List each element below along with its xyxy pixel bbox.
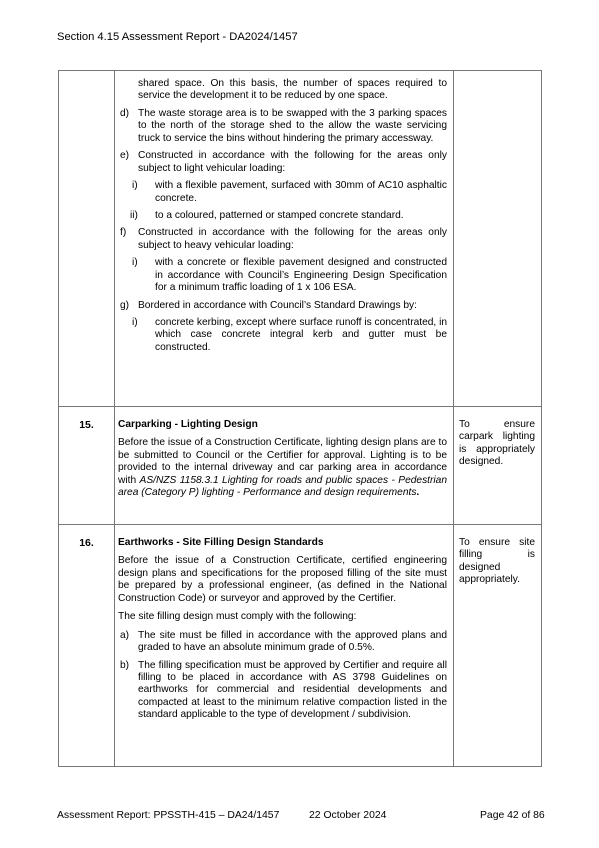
condition-body: Before the issue of a Construction Certificate, lighting design plans are to be submitted to Council or the Certifier for approval. Lighting is to be provided to the internal driveway and car parking area in accordance with AS/NZS 1158.3.1 Lighting for roads and public spaces - Pedestrian area (Category P) lighting - Performance and design requirements. <box>118 437 448 499</box>
condition-title: Earthworks - Site Filling Design Standards <box>118 537 324 548</box>
sub-list-item: ii) to a coloured, patterned or stamped concrete standard. <box>130 209 404 221</box>
condition-cell <box>115 407 454 525</box>
row-number: 16. <box>59 525 115 767</box>
reason-text: To ensure carpark lighting is appropriately designed. <box>454 407 542 525</box>
condition-title: Carparking - Lighting Design <box>118 419 258 430</box>
condition-body: Before the issue of a Construction Certificate, certified engineering design plans and specifications for the proposed filling of the site must be prepared by a professional engineer, (as defined in the National Construction Code) or surveyor and approved by the Certifier. <box>118 555 447 604</box>
table-row-continued <box>59 71 542 407</box>
table-row-16 <box>59 525 542 767</box>
condition-cell <box>115 525 454 767</box>
list-item: d) The waste storage area is to be swapped with the 3 parking spaces to the north of the storage shed to the allow the waste servicing truck to service the bins without hindering the primary accessway. <box>120 107 447 144</box>
row-number: 15. <box>59 407 115 525</box>
list-item: f) Constructed in accordance with the following for the areas only subject to heavy vehicular loading: <box>120 227 447 251</box>
list-item: g) Bordered in accordance with Council’s Standard Drawings by: <box>120 299 417 311</box>
footer-page-number: Page 42 of 86 <box>480 810 545 821</box>
page-header: Section 4.15 Assessment Report - DA2024/1457 <box>57 31 298 43</box>
list-item: b) The filling specification must be approved by Certifier and require all filling to be placed in accordance with AS 3798 Guidelines on earthworks for commercial and residential developments and compacted at least to the minimum relative compaction listed in the standard applicable to the type of development / subdivision. <box>120 659 447 721</box>
list-item: a) The site must be filled in accordance with the approved plans and graded to have an absolute minimum grade of 0.5%. <box>120 629 447 654</box>
sub-list-item: i) concrete kerbing, except where surface runoff is concentrated, in which case concrete integral kerb and gutter must be constructed. <box>132 317 448 353</box>
row-number-cell <box>59 71 115 407</box>
sub-list-item: i) with a flexible pavement, surfaced with 30mm of AC10 asphaltic concrete. <box>132 180 447 204</box>
sub-list-item: i) with a concrete or flexible pavement designed and constructed in accordance with Council’s Engineering Design Specification for a minimum traffic loading of 1 x 106 ESA. <box>132 257 447 294</box>
footer-date: 22 October 2024 <box>309 810 387 821</box>
standard-reference: AS/NZS 1158.3.1 Lighting for roads and public spaces - Pedestrian area (Category P) lighting - Performance and design requirements <box>118 474 447 499</box>
footer-report-ref: Assessment Report: PPSSTH-415 – DA24/1457 <box>57 810 280 821</box>
conditions-table <box>58 70 542 767</box>
condition-cell <box>115 71 454 407</box>
reason-text: To ensure site filling is designed appropriately. <box>454 525 542 767</box>
list-item: e) Constructed in accordance with the following for the areas only subject to light vehicular loading: <box>120 150 447 174</box>
table-row-15 <box>59 407 542 525</box>
reason-cell <box>454 71 542 407</box>
continued-text: shared space. On this basis, the number of spaces required to service the development it to be reduced by one space. <box>138 78 447 102</box>
condition-body: The site filling design must comply with the following: <box>118 611 357 623</box>
